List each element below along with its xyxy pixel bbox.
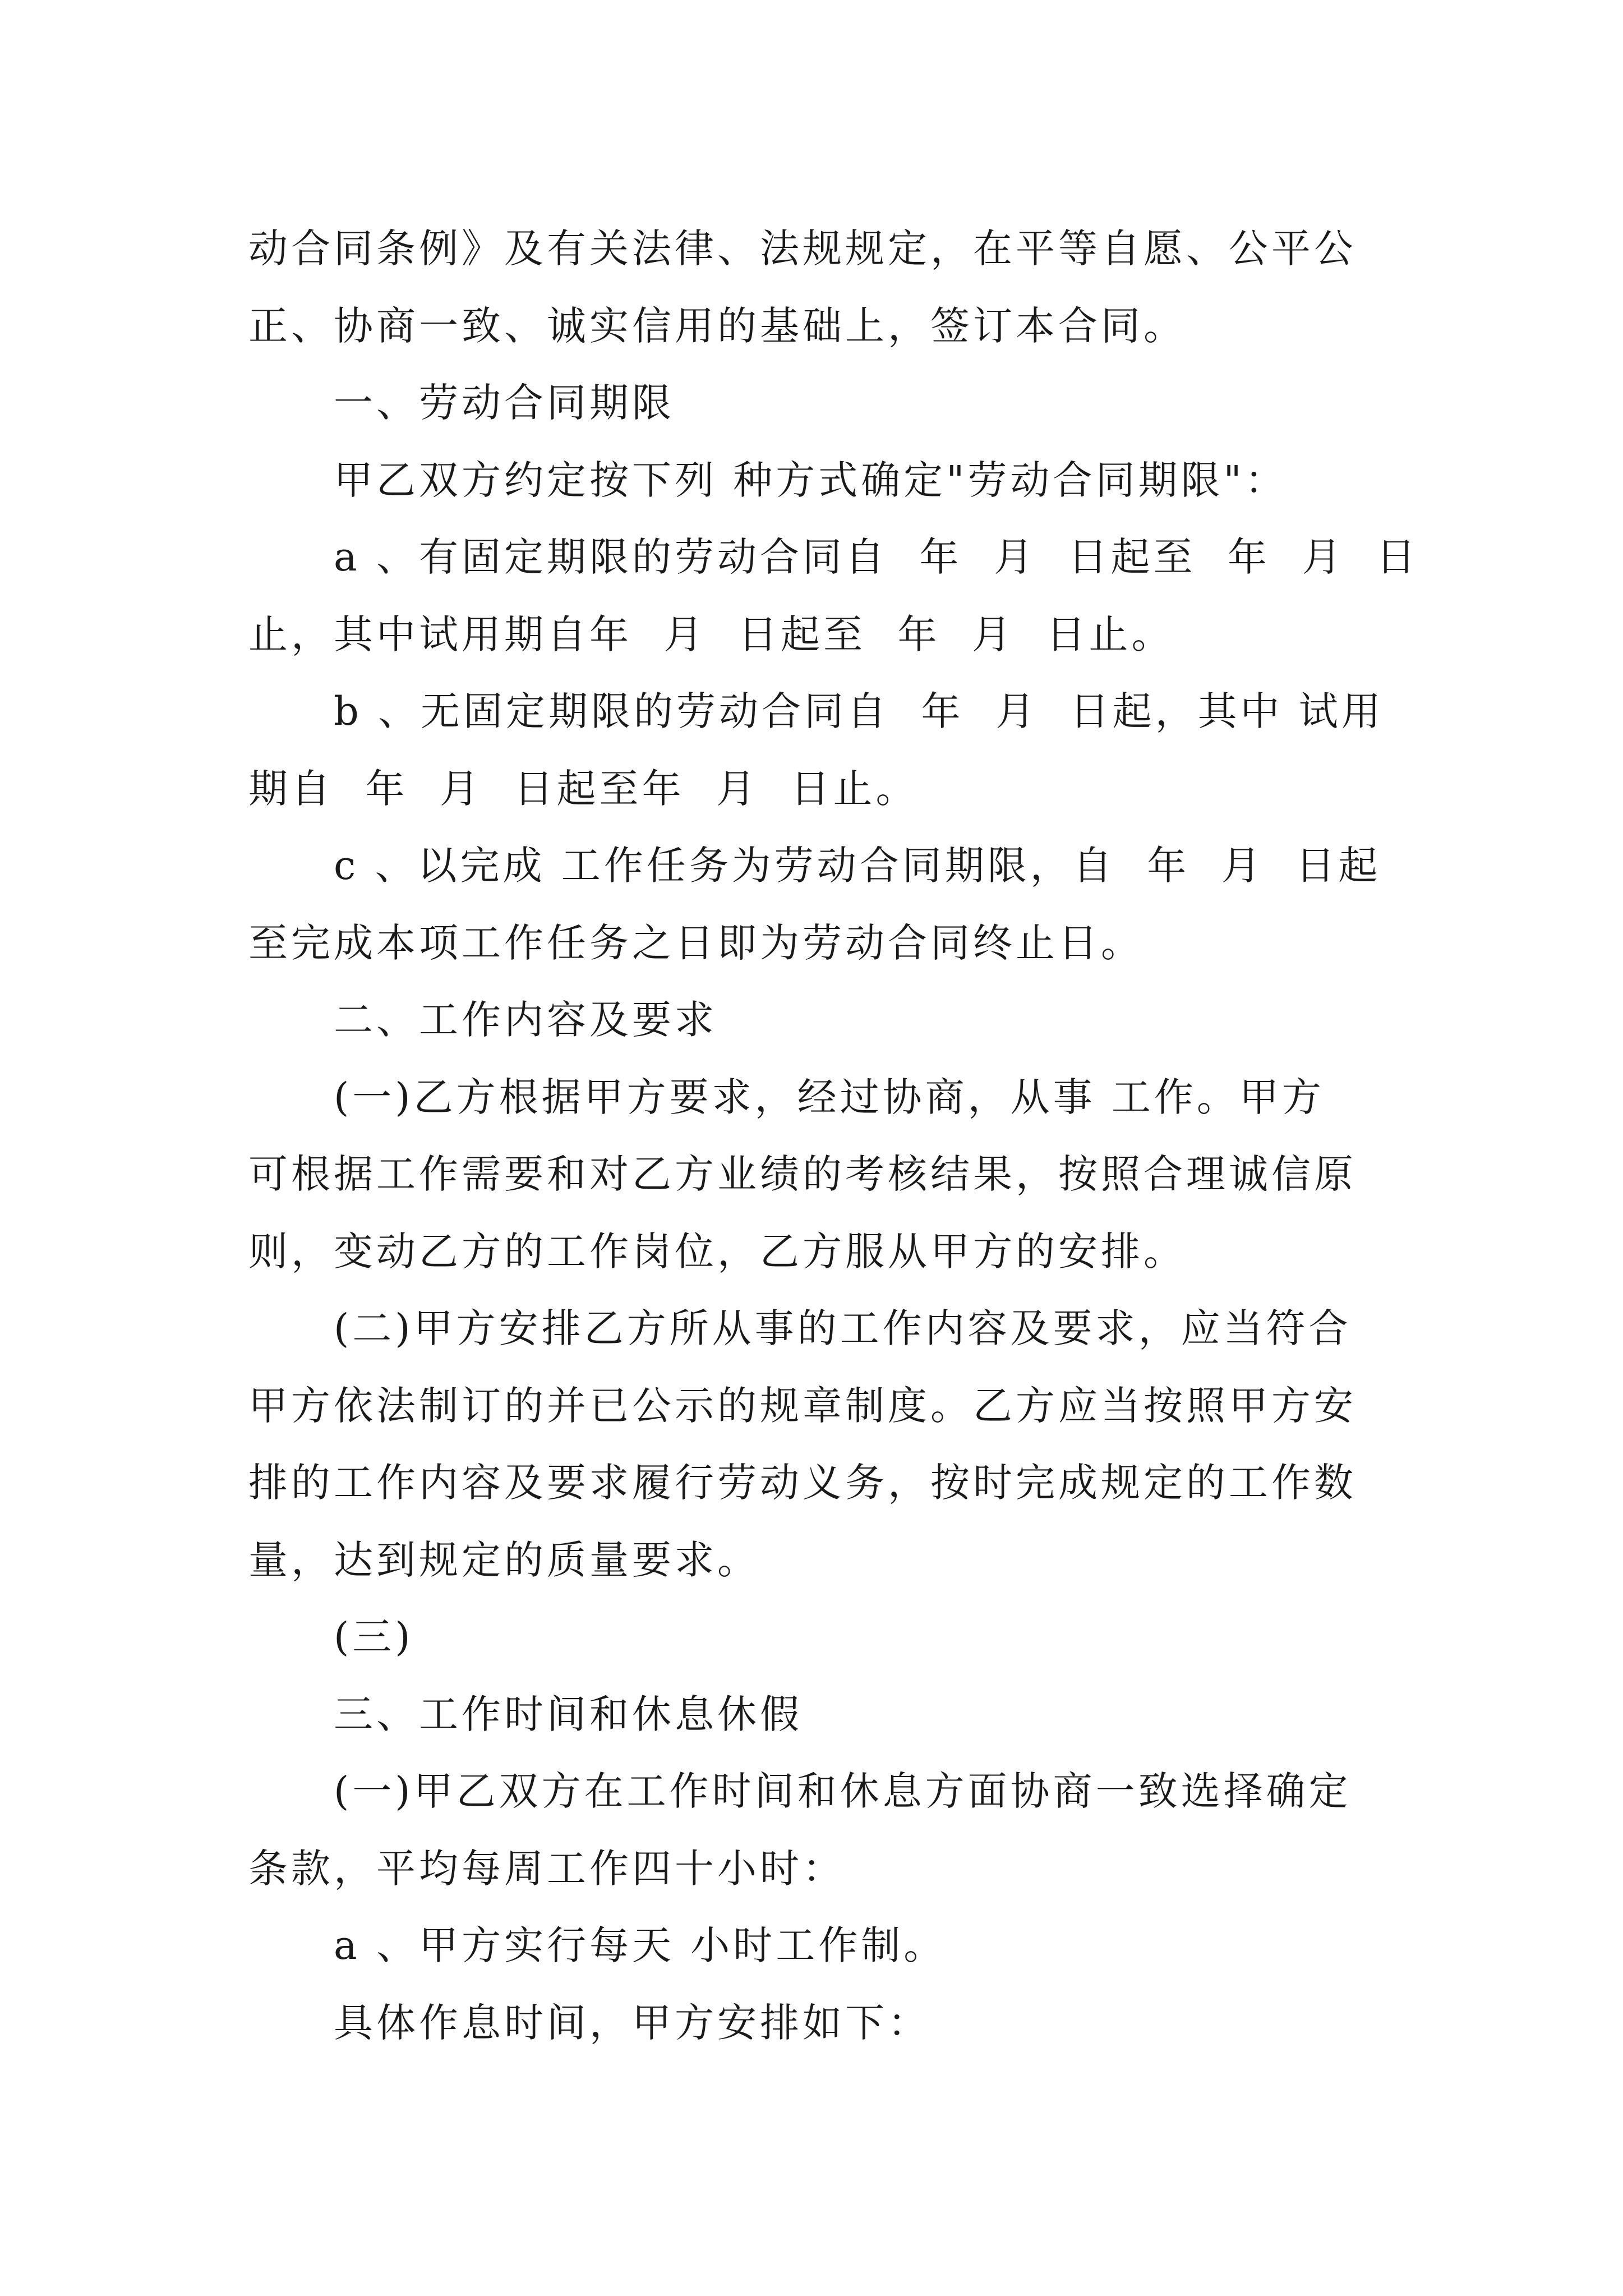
- text-line: 排的工作内容及要求履行劳动义务，按时完成规定的工作数: [248, 1460, 1357, 1506]
- text-line: 甲乙双方约定按下列 种方式确定"劳动合同期限"：: [334, 457, 1288, 503]
- section-heading-working-hours: 三、工作时间和休息休假: [334, 1691, 803, 1737]
- section-heading-work-content: 二、工作内容及要求: [334, 997, 717, 1043]
- text-line: 动合同条例》及有关法律、法规规定，在平等自愿、公平公: [248, 226, 1357, 272]
- text-line: (二)甲方安排乙方所从事的工作内容及要求，应当符合: [334, 1305, 1352, 1351]
- text-line: 具体作息时间，甲方安排如下：: [334, 1999, 930, 2046]
- text-line: 量，达到规定的质量要求。: [248, 1536, 760, 1583]
- text-line: a 、甲方实行每天 小时工作制。: [334, 1922, 947, 1968]
- text-line: 则，变动乙方的工作岗位，乙方服从甲方的安排。: [248, 1228, 1186, 1274]
- text-line: (一)乙方根据甲方要求，经过协商，从事 工作。甲方: [334, 1074, 1325, 1120]
- contract-body-text: [248, 210, 1419, 2062]
- text-line: a 、有固定期限的劳动合同自 年 月 日起至 年 月 日: [334, 534, 1419, 580]
- text-line: (一)甲乙双方在工作时间和休息方面协商一致选择确定: [334, 1768, 1352, 1814]
- text-line: b 、无固定期限的劳动合同自 年 月 日起，其中 试用: [334, 688, 1384, 734]
- text-line: 可根据工作需要和对乙方业绩的考核结果，按照合理诚信原: [248, 1151, 1357, 1197]
- text-line: 期自 年 月 日起至年 月 日止。: [248, 765, 919, 812]
- text-line: 甲方依法制订的并已公示的规章制度。乙方应当按照甲方安: [248, 1382, 1357, 1429]
- text-line: c 、以完成 工作任务为劳动合同期限，自 年 月 日起: [334, 843, 1381, 889]
- section-heading-term: 一、劳动合同期限: [334, 380, 675, 426]
- text-line: 至完成本项工作任务之日即为劳动合同终止日。: [248, 919, 1144, 966]
- text-line: (三): [334, 1614, 414, 1660]
- text-line: 正、协商一致、诚实信用的基础上，签订本合同。: [248, 302, 1186, 349]
- text-line: 止，其中试用期自年 月 日起至 年 月 日止。: [248, 611, 1174, 657]
- text-line: 条款，平均每周工作四十小时：: [248, 1845, 845, 1892]
